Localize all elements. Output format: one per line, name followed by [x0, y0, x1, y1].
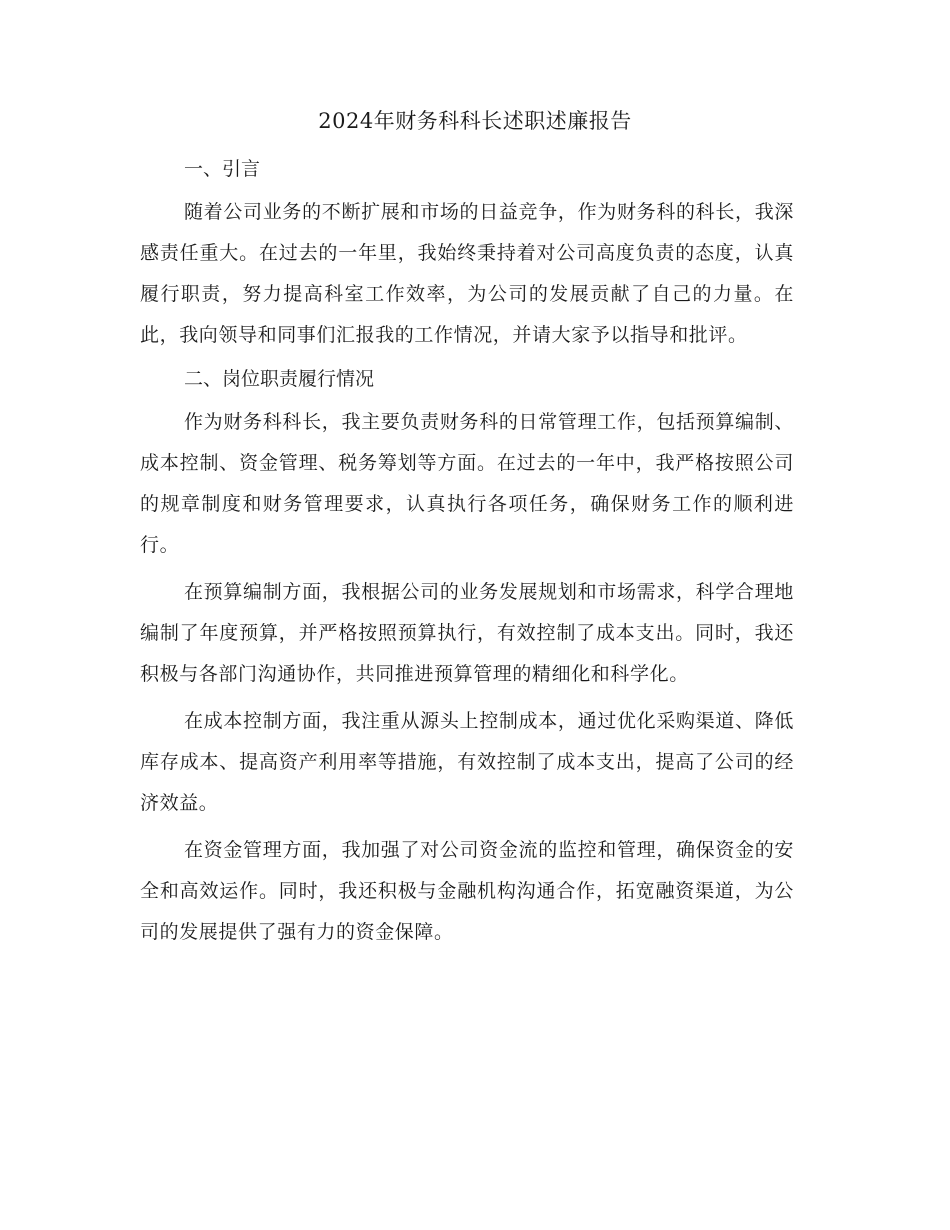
document-title: 2024年财务科科长述职述廉报告 [318, 109, 632, 133]
paragraph-duties-overview: 作为财务科科长，我主要负责财务科的日常管理工作，包括预算编制、成本控制、资金管理、税务筹划等方面。在过去的一年中，我严格按照公司的规章制度和财务管理要求，认真执行各项任务，确保财务工作的顺利进行。 [140, 411, 794, 556]
paragraph-budget-preparation: 在预算编制方面，我根据公司的业务发展规划和市场需求，科学合理地编制了年度预算，并严格按照预算执行，有效控制了成本支出。同时，我还积极与各部门沟通协作，共同推进预算管理的精细化和科学化。 [140, 581, 794, 685]
section-heading-duties: 二、岗位职责履行情况 [184, 368, 375, 390]
paragraph-fund-management: 在资金管理方面，我加强了对公司资金流的监控和管理，确保资金的安全和高效运作。同时，我还积极与金融机构沟通合作，拓宽融资渠道，为公司的发展提供了强有力的资金保障。 [140, 839, 794, 943]
section-heading-introduction: 一、引言 [184, 158, 261, 180]
paragraph-cost-control: 在成本控制方面，我注重从源头上控制成本，通过优化采购渠道、降低库存成本、提高资产利用率等措施，有效控制了成本支出，提高了公司的经济效益。 [140, 710, 794, 814]
paragraph-introduction: 随着公司业务的不断扩展和市场的日益竞争，作为财务科的科长，我深感责任重大。在过去的一年里，我始终秉持着对公司高度负责的态度，认真履行职责，努力提高科室工作效率，为公司的发展贡献了自己的力量。在此，我向领导和同事们汇报我的工作情况，并请大家予以指导和批评。 [140, 201, 794, 346]
